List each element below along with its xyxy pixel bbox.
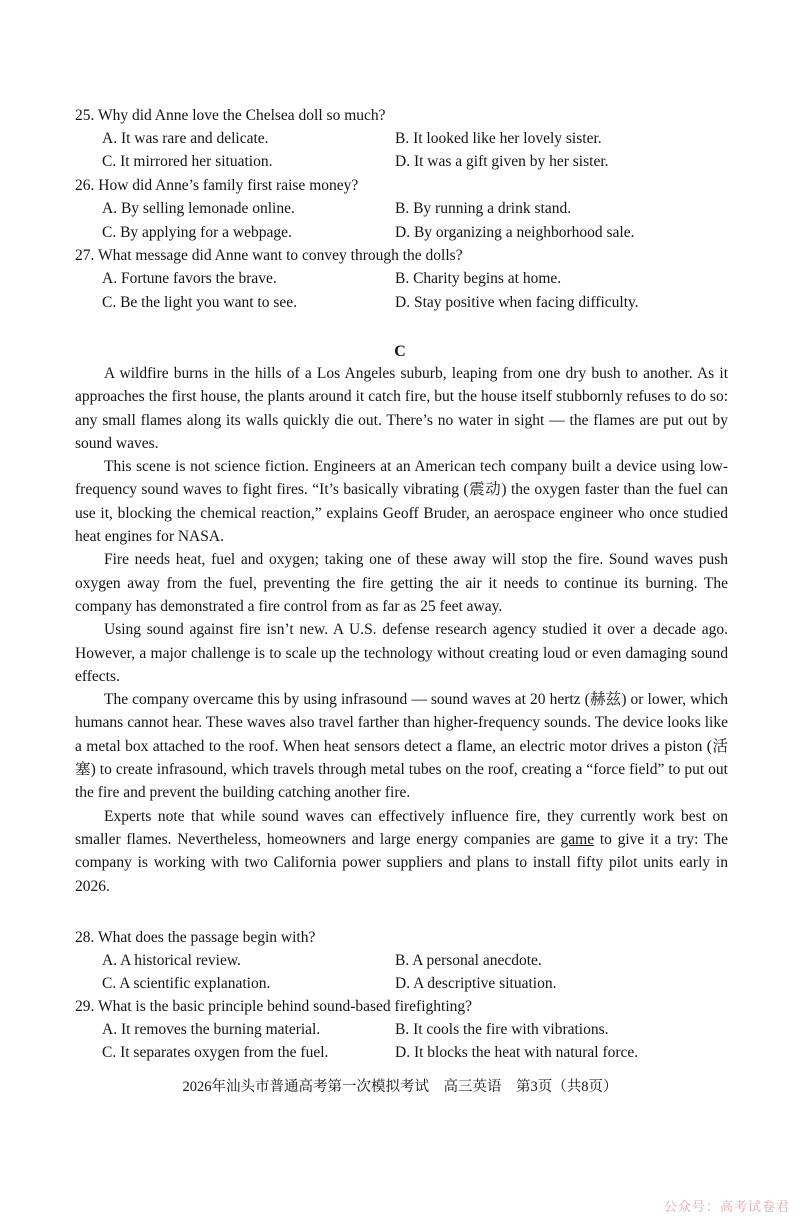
question-27-option-b: B. Charity begins at home.	[395, 270, 562, 287]
paragraph-6-text-start: Experts note that while sound waves can effectively influence fire, they currently work best on smaller flames. Nevertheless, homeowners and large energy companies are	[75, 807, 728, 848]
section-heading: C	[394, 343, 406, 360]
question-28-stem: 28. What does the passage begin with?	[75, 929, 316, 946]
question-25-stem: 25. Why did Anne love the Chelsea doll so much?	[75, 107, 386, 124]
underlined-word: game	[560, 830, 595, 848]
question-26-stem: 26. How did Anne’s family first raise money?	[75, 177, 359, 194]
question-29-stem: 29. What is the basic principle behind sound-based firefighting?	[75, 998, 473, 1015]
question-29-option-c: C. It separates oxygen from the fuel.	[102, 1044, 329, 1061]
question-26-option-d: D. By organizing a neighborhood sale.	[395, 224, 635, 241]
question-28-option-b: B. A personal anecdote.	[395, 952, 542, 969]
watermark-text: 公众号：高考试卷君	[663, 1200, 790, 1215]
question-25-option-c: C. It mirrored her situation.	[102, 153, 273, 170]
page-footer: 2026年汕头市普通高考第一次模拟考试 高三英语 第3页（共8页）	[182, 1079, 618, 1095]
question-26-option-a: A. By selling lemonade online.	[102, 200, 295, 217]
question-28-option-a: A. A historical review.	[102, 952, 241, 969]
passage-paragraph-2: This scene is not science fiction. Engineers at an American tech company built a device using low-frequency sound waves to fight fires. “It’s basically vibrating (震动) the oxygen faster than the fuel can use it, blocking the chemical reaction,” explains Geoff Bruder, an aerospace engineer who once studied heat engines for NASA.	[75, 458, 728, 546]
question-26-option-c: C. By applying for a webpage.	[102, 224, 292, 241]
passage-paragraph-5: The company overcame this by using infrasound — sound waves at 20 hertz (赫兹) or lower, which humans cannot hear. These waves also travel farther than higher-frequency sounds. The device looks like a metal box attached to the roof. When heat sensors detect a flame, an electric motor drives a piston (活塞) to create infrasound, which travels through metal tubes on the roof, creating a “force field” to put out the fire and prevent the building catching another fire.	[75, 691, 728, 802]
question-28-option-c: C. A scientific explanation.	[102, 975, 271, 992]
passage-paragraph-4: Using sound against fire isn’t new. A U.S. defense research agency studied it over a decade ago. However, a major challenge is to scale up the technology without creating loud or even damaging sound effects.	[75, 621, 728, 685]
question-29-option-d: D. It blocks the heat with natural force.	[395, 1044, 639, 1061]
question-25-option-d: D. It was a gift given by her sister.	[395, 153, 609, 170]
passage-paragraph-6	[75, 805, 728, 898]
passage-paragraph-3: Fire needs heat, fuel and oxygen; taking one of these away will stop the fire. Sound waves push oxygen away from the fuel, preventing the fire getting the air it needs to continue its burning. The company has demonstrated a fire control from as far as 25 feet away.	[75, 551, 728, 615]
question-25-option-b: B. It looked like her lovely sister.	[395, 130, 602, 147]
question-27-stem: 27. What message did Anne want to convey through the dolls?	[75, 247, 463, 264]
question-27-option-d: D. Stay positive when facing difficulty.	[395, 294, 639, 311]
question-29-option-b: B. It cools the fire with vibrations.	[395, 1021, 609, 1038]
question-27-option-c: C. Be the light you want to see.	[102, 294, 298, 311]
question-26-option-b: B. By running a drink stand.	[395, 200, 572, 217]
passage-paragraph-1: A wildfire burns in the hills of a Los Angeles suburb, leaping from one dry bush to another. As it approaches the first house, the plants around it catch fire, but the house itself stubbornly refuses to do so: any small flames along its walls quickly die out. There’s no water in sight — the flames are put out by sound waves.	[75, 365, 728, 452]
reading-passage	[75, 362, 728, 898]
paragraph-6-text-end: to give it a try: The company is working with two California power suppliers and plans to install fifty pilot units early in 2026.	[75, 830, 728, 895]
question-25-option-a: A. It was rare and delicate.	[102, 130, 269, 147]
question-28-option-d: D. A descriptive situation.	[395, 975, 557, 992]
question-27-option-a: A. Fortune favors the brave.	[102, 270, 277, 287]
question-29-option-a: A. It removes the burning material.	[102, 1021, 321, 1038]
